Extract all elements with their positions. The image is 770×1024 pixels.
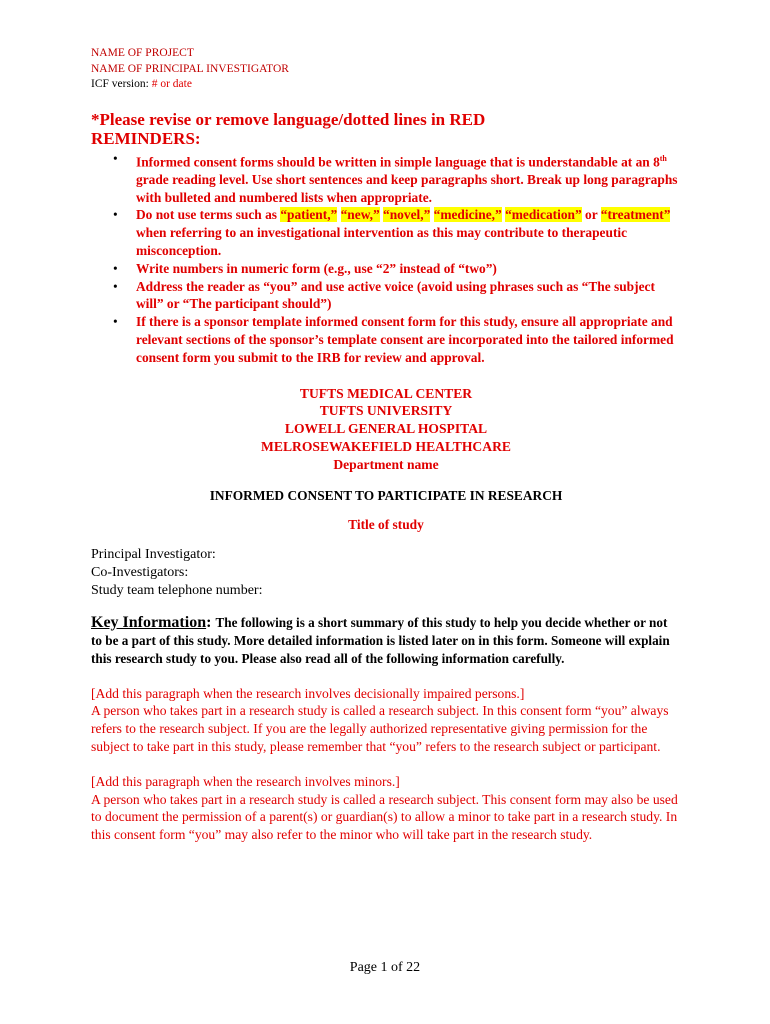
bullet-icon: • (113, 207, 118, 223)
impaired-note: [Add this paragraph when the research involves decisionally impaired persons.] (91, 685, 525, 701)
institution-name: MELROSEWAKEFIELD HEALTHCARE (261, 438, 511, 454)
minors-paragraph (91, 773, 681, 844)
impaired-text: A person who takes part in a research study is called a research subject. In this consent form “you” always refers to the research subject. If you are the legally authorized representative giving permission for the subject to take part in this study, please remember that “you” refers to the research subject or participant. (91, 703, 669, 754)
list-item: • If there is a sponsor template informed consent form for this study, ensure all appropriate and relevant sections of the sponsor’s template consent are incorporated into the tailored informed consent form you submit to the IRB for review and approval. (113, 314, 674, 365)
minors-note: [Add this paragraph when the research involves minors.] (91, 773, 400, 789)
reminders-title: REMINDERS: (91, 128, 201, 148)
key-information: Key Information: The following is a short summary of this study to help you decide whether or not to be a part of this study. More detailed information is listed later on in this form. Someone will explain this research study to you. Please also read all of the following information carefully. (91, 613, 670, 666)
pi-field: Principal Investigator: (91, 546, 216, 562)
bullet-icon: • (113, 150, 118, 166)
key-information-text: The following is a short summary of this study to help you decide whether or not to be a part of this study. More detailed information is listed later on in this form. Someone will explain this research study to you. Please also read all of the following information carefully. (91, 614, 670, 666)
institutions-block (91, 385, 681, 474)
investigator-name: NAME OF PRINCIPAL INVESTIGATOR (91, 62, 289, 75)
minors-text: A person who takes part in a research study is called a research subject. This consent form may also be used to document the permission of a parent(s) or guardian(s) to allow a minor to take part in a research study. In this consent form “you” may also refer to the minor who will take part in the research study. (91, 791, 678, 843)
icf-label: ICF version: (91, 78, 152, 90)
icf-value: # or date (151, 78, 192, 90)
page-number: Page 1 of 22 (349, 960, 421, 975)
project-name: NAME OF PROJECT (91, 47, 194, 59)
icf-version (91, 77, 681, 93)
revise-note: *Please revise or remove language/dotted lines in RED (91, 109, 486, 129)
institution-name: TUFTS MEDICAL CENTER (299, 385, 473, 401)
institution-name: LOWELL GENERAL HOSPITAL (284, 421, 488, 437)
consent-title: INFORMED CONSENT TO PARTICIPATE IN RESEARCH (209, 487, 563, 503)
impaired-paragraph (91, 685, 681, 756)
department-name: Department name (333, 456, 439, 472)
investigator-fields (91, 546, 681, 600)
list-item: • Informed consent forms should be written in simple language that is understandable at an 8th grade reading level. Use short sentences and keep paragraphs short. Break up long paragraphs with bulleted and numbered lists when appropriate. (113, 150, 678, 205)
institution-name: TUFTS UNIVERSITY (319, 403, 453, 419)
coi-field: Co-Investigators: (91, 564, 189, 580)
list-item: • Address the reader as “you” and use active voice (avoid using phrases such as “The subject will” or “The participant should”) (113, 278, 655, 312)
list-item: • Do not use terms such as “patient,” “new,” “novel,” “medicine,” “medication” or “treatment” when referring to an investigational intervention as this may contribute to therapeutic misconception. (113, 207, 671, 258)
reminders-list (91, 150, 681, 367)
study-title: Title of study (348, 516, 424, 532)
document-page (91, 46, 681, 844)
bullet-icon: • (113, 314, 118, 330)
bullet-icon: • (113, 260, 118, 276)
key-information-heading: Key Information (91, 613, 207, 631)
phone-field: Study team telephone number: (91, 582, 263, 598)
list-item: • Write numbers in numeric form (e.g., use “2” instead of “two”) (113, 260, 497, 276)
bullet-icon: • (113, 278, 118, 294)
document-header (91, 46, 681, 93)
